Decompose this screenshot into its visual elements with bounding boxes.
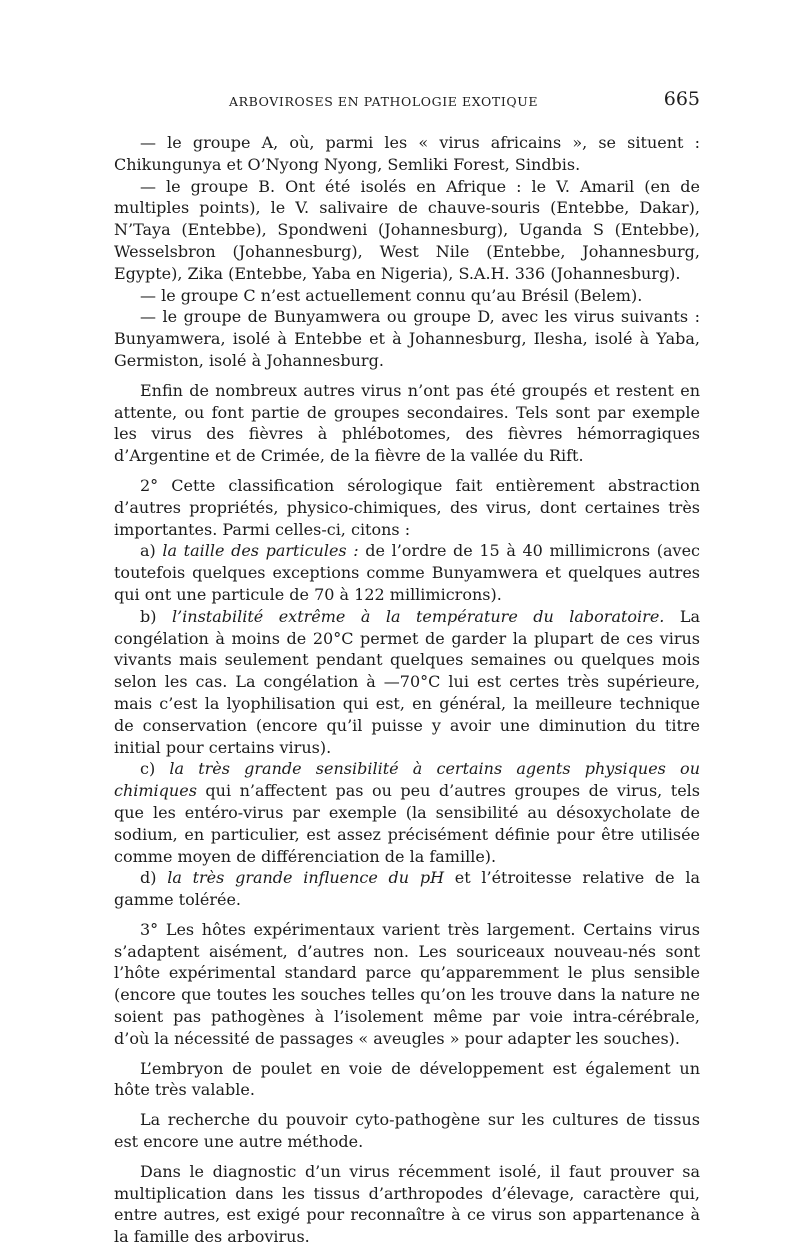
item-c-heading: la très grande sensibilité à certains agents physiques ou chimiques: [114, 759, 700, 801]
paragraph-item-d: [114, 867, 700, 911]
paragraph-item-a: [114, 540, 700, 605]
running-header: [114, 88, 700, 112]
item-a-text: de l’ordre de 15 à 40 millimicrons (avec toutefois quelques exceptions comme Bunyamwera et quelques autres qui ont une particule de 70 à 122 millimicrons).: [114, 541, 701, 604]
paragraph-item-b: [114, 606, 700, 759]
item-d-label: d): [140, 868, 157, 888]
paragraph-embryo: L’embryon de poulet en voie de développement est également un hôte très valable.: [114, 1058, 700, 1100]
paragraph-group-c: — le groupe C n’est actuellement connu qu’au Brésil (Belem).: [140, 285, 643, 305]
page-number: 665: [663, 88, 700, 110]
item-a-heading: la taille des particules :: [162, 541, 359, 561]
paragraph-group-a: — le groupe A, où, parmi les « virus africains », se situent : Chikungunya et O’Nyong Nyong, Semliki Forest, Sindbis.: [114, 133, 700, 174]
paragraph-hosts: 3° Les hôtes expérimentaux varient très largement. Certains virus s’adaptent aisément, d’autres non. Les souriceaux nouveau-nés sont l’hôte expérimental standard parce qu’apparemment le plus sensible (encore que toutes les souches telles qu’on les trouve dans la nature ne soient pas pathogènes à l’isolement même par voie intra-cérébrale, d’où la nécessité de passages « aveugles » pour adapter les souches).: [114, 919, 700, 1048]
item-b-text: La congélation à moins de 20°C permet de garder la plupart de ces virus vivants mais seulement pendant quelques semaines ou quelques mois selon les cas. La congélation à —70°C lui est certes très supérieure, mais c’est la lyophilisation qui est, en général, la meilleure technique de conservation (encore qu’il puisse y avoir une diminution du titre initial pour certains virus).: [114, 606, 701, 757]
item-d-text: et l’étroitesse relative de la gamme tolérée.: [114, 868, 701, 910]
paragraph-diagnostic: Dans le diagnostic d’un virus récemment isolé, il faut prouver sa multiplication dans les tissus d’arthropodes d’élevage, caractère qui, entre autres, est exigé pour reconnaître à ce virus son appartenance à la famille des arbovirus.: [114, 1161, 700, 1247]
paragraph-other-viruses: Enfin de nombreux autres virus n’ont pas été groupés et restent en attente, ou font partie de groupes secondaires. Tels sont par exemple les virus des fièvres à phlébotomes, des fièvres hémorragiques d’Argentine et de Crimée, de la fièvre de la vallée du Rift.: [114, 380, 700, 466]
paragraph-group-b: — le groupe B. Ont été isolés en Afrique : le V. Amaril (en de multiples points), le V. salivaire de chauve-souris (Entebbe, Dakar), N’Taya (Entebbe), Spondweni (Johannesburg), Uganda S (Entebbe), Wesselsbron (Johannesburg), West Nile (Entebbe, Johannesburg, Egypte), Zika (Entebbe, Yaba en Nigeria), S.A.H. 336 (Johannesburg).: [114, 176, 700, 283]
body-text: [114, 132, 700, 1248]
item-a-label: a): [140, 541, 156, 561]
item-c-text: qui n’affectent pas ou peu d’autres groupes de virus, tels que les entéro-virus par exemple (la sensibilité au désoxycholate de sodium, en particulier, est assez précisément définie pour être utilisée comme moyen de différenciation de la famille).: [114, 781, 700, 866]
item-d-heading: la très grande influence du pH: [167, 868, 445, 888]
item-b-heading: l’instabilité extrême à la température du laboratoire.: [171, 606, 665, 626]
item-b-label: b): [140, 606, 157, 626]
header-title: ARBOVIROSES EN PATHOLOGIE EXOTIQUE: [229, 94, 539, 109]
paragraph-group-d: — le groupe de Bunyamwera ou groupe D, avec les virus suivants : Bunyamwera, isolé à Entebbe et à Johannesburg, Ilesha, isolé à Yaba, Germiston, isolé à Johannesburg.: [114, 307, 700, 370]
item-c-label: c): [140, 759, 156, 779]
paragraph-cytopathogen: La recherche du pouvoir cyto-pathogène sur les cultures de tissus est encore une autre méthode.: [114, 1110, 700, 1152]
paragraph-classification: 2° Cette classification sérologique fait entièrement abstraction d’autres propriétés, physico-chimiques, des virus, dont certaines très importantes. Parmi celles-ci, citons :: [114, 475, 700, 539]
paragraph-item-c: [114, 758, 700, 867]
